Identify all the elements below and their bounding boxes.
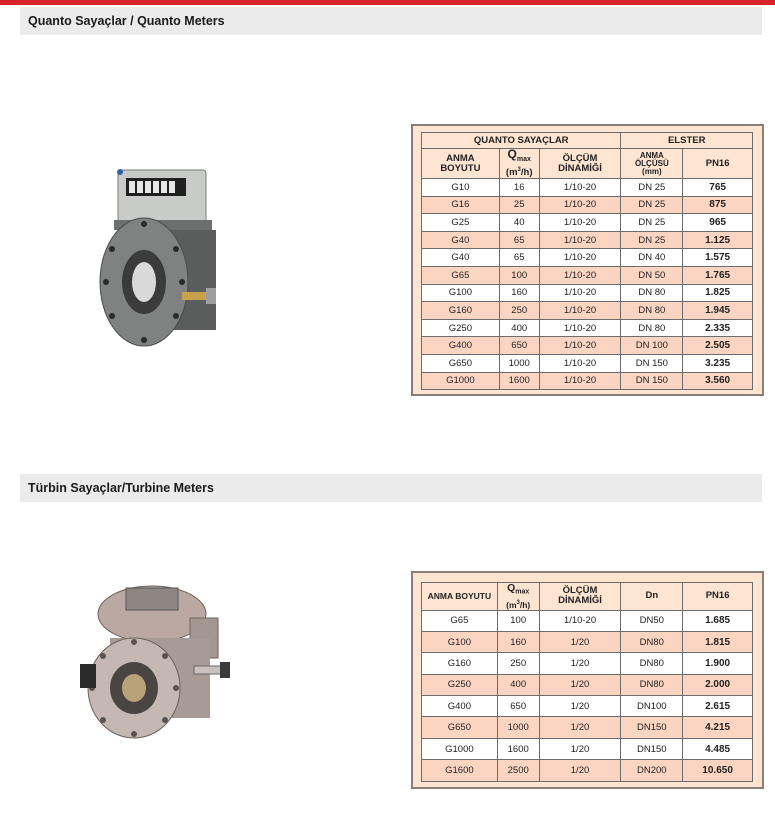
quanto-meter-photo: [96, 164, 231, 354]
turbine-section-title: Türbin Sayaçlar/Turbine Meters: [20, 474, 762, 502]
qmax-cell: 250: [499, 302, 539, 320]
dn-cell: DN200: [621, 760, 683, 781]
pn16-cell: 4.215: [683, 717, 753, 738]
olcum-cell: 1/20: [539, 717, 621, 738]
table-row: [422, 319, 753, 337]
quanto-table: [421, 132, 753, 390]
qmax-cell: 100: [497, 610, 539, 631]
pn16-cell: 765: [683, 179, 753, 197]
olcum-cell: 1/10-20: [539, 319, 621, 337]
qmax-cell: 65: [499, 231, 539, 249]
quanto-group-header: QUANTO SAYAÇLAR: [422, 133, 621, 149]
pn16-cell: 1.825: [683, 284, 753, 302]
olcum-cell: 1/10-20: [539, 337, 621, 355]
olcum-cell: 1/10-20: [539, 284, 621, 302]
table-row: [422, 231, 753, 249]
pn16-cell: 965: [683, 214, 753, 232]
table-row: [422, 214, 753, 232]
qmax-cell: 2500: [497, 760, 539, 781]
dn-cell: DN150: [621, 738, 683, 759]
dn-cell: DN 40: [621, 249, 683, 267]
table-row: [422, 179, 753, 197]
dn-cell: DN 25: [621, 231, 683, 249]
olcum-cell: 1/20: [539, 696, 621, 717]
table-row: [422, 674, 753, 695]
anma-cell: G650: [422, 717, 498, 738]
olcum-cell: 1/20: [539, 653, 621, 674]
qmax-cell: 650: [499, 337, 539, 355]
anma-olcusu-header: ANMA ÖLÇÜSÜ (mm): [621, 149, 683, 179]
pn16-cell: 1.815: [683, 631, 753, 652]
pn16-cell: 1.765: [683, 267, 753, 285]
table-row: [422, 267, 753, 285]
table-row: [422, 249, 753, 267]
anma-cell: G160: [422, 302, 500, 320]
table-row: [422, 354, 753, 372]
dn-cell: DN 25: [621, 179, 683, 197]
table-row: [422, 631, 753, 652]
turbine-meter-photo: [70, 578, 238, 746]
anma-cell: G1000: [422, 738, 498, 759]
qmax-header: $Q_{max}$ $(m^3/h)$: [499, 149, 539, 179]
table-row: [422, 302, 753, 320]
dn-cell: DN80: [621, 631, 683, 652]
qmax-cell: 40: [499, 214, 539, 232]
table-row: [422, 337, 753, 355]
qmax-cell: 400: [497, 674, 539, 695]
dn-cell: DN50: [621, 610, 683, 631]
olcum-cell: 1/10-20: [539, 302, 621, 320]
qmax-cell: 1600: [497, 738, 539, 759]
olcum-cell: 1/10-20: [539, 196, 621, 214]
qmax-cell: 100: [499, 267, 539, 285]
anma-cell: G25: [422, 214, 500, 232]
dn-cell: DN 150: [621, 372, 683, 390]
anma-cell: G160: [422, 653, 498, 674]
qmax-cell: 1000: [499, 354, 539, 372]
anma-cell: G65: [422, 267, 500, 285]
qmax-header: $Q_{max}$ $(m^3/h)$: [497, 583, 539, 611]
anma-cell: G100: [422, 284, 500, 302]
qmax-cell: 650: [497, 696, 539, 717]
qmax-cell: 1000: [497, 717, 539, 738]
pn16-cell: 2.505: [683, 337, 753, 355]
pn16-cell: 1.685: [683, 610, 753, 631]
pn16-cell: 2.335: [683, 319, 753, 337]
dn-cell: DN150: [621, 717, 683, 738]
quanto-section-title: Quanto Sayaçlar / Quanto Meters: [20, 7, 762, 35]
qmax-cell: 16: [499, 179, 539, 197]
elster-group-header: ELSTER: [621, 133, 753, 149]
anma-boyutu-header: ANMA BOYUTU: [422, 583, 498, 611]
dn-cell: DN 150: [621, 354, 683, 372]
dn-cell: DN 50: [621, 267, 683, 285]
qmax-cell: 65: [499, 249, 539, 267]
dn-cell: DN80: [621, 674, 683, 695]
pn16-cell: 2.615: [683, 696, 753, 717]
olcum-cell: 1/20: [539, 738, 621, 759]
anma-cell: G400: [422, 337, 500, 355]
dn-cell: DN 25: [621, 214, 683, 232]
olcum-cell: 1/10-20: [539, 354, 621, 372]
anma-cell: G40: [422, 231, 500, 249]
table-row: [422, 372, 753, 390]
pn16-cell: 3.560: [683, 372, 753, 390]
qmax-cell: 400: [499, 319, 539, 337]
table-row: [422, 696, 753, 717]
table-row: [422, 717, 753, 738]
pn16-header: PN16: [683, 149, 753, 179]
dn-cell: DN100: [621, 696, 683, 717]
anma-cell: G65: [422, 610, 498, 631]
pn16-cell: 1.575: [683, 249, 753, 267]
olcum-cell: 1/10-20: [539, 249, 621, 267]
olcum-cell: 1/20: [539, 760, 621, 781]
olcum-cell: 1/10-20: [539, 214, 621, 232]
turbine-table: [421, 582, 753, 782]
anma-cell: G40: [422, 249, 500, 267]
anma-cell: G400: [422, 696, 498, 717]
dn-cell: DN 25: [621, 196, 683, 214]
pn16-cell: 4.485: [683, 738, 753, 759]
qmax-cell: 1600: [499, 372, 539, 390]
dn-cell: DN 80: [621, 284, 683, 302]
dn-cell: DN 80: [621, 302, 683, 320]
olcum-cell: 1/20: [539, 674, 621, 695]
qmax-cell: 25: [499, 196, 539, 214]
table-row: [422, 653, 753, 674]
olcum-cell: 1/20: [539, 631, 621, 652]
pn16-cell: 3.235: [683, 354, 753, 372]
dn-cell: DN 80: [621, 319, 683, 337]
olcum-cell: 1/10-20: [539, 267, 621, 285]
top-accent-bar: [0, 0, 775, 5]
dn-header: Dn: [621, 583, 683, 611]
olcum-cell: 1/10-20: [539, 179, 621, 197]
table-row: [422, 738, 753, 759]
olcum-cell: 1/10-20: [539, 610, 621, 631]
olcum-cell: 1/10-20: [539, 231, 621, 249]
pn16-cell: 1.900: [683, 653, 753, 674]
olcum-dinamigi-header: ÖLÇÜM DİNAMİĞİ: [539, 583, 621, 611]
dn-cell: DN80: [621, 653, 683, 674]
anma-cell: G650: [422, 354, 500, 372]
anma-cell: G1600: [422, 760, 498, 781]
qmax-cell: 160: [497, 631, 539, 652]
qmax-cell: 250: [497, 653, 539, 674]
anma-cell: G250: [422, 674, 498, 695]
anma-cell: G100: [422, 631, 498, 652]
anma-cell: G16: [422, 196, 500, 214]
table-row: [422, 284, 753, 302]
olcum-cell: 1/10-20: [539, 372, 621, 390]
pn16-cell: 1.945: [683, 302, 753, 320]
table-row: [422, 760, 753, 781]
olcum-dinamigi-header: ÖLÇÜM DİNAMİĞİ: [539, 149, 621, 179]
table-row: [422, 196, 753, 214]
qmax-cell: 160: [499, 284, 539, 302]
pn16-cell: 2.000: [683, 674, 753, 695]
pn16-cell: 10.650: [683, 760, 753, 781]
table-row: [422, 610, 753, 631]
anma-cell: G1000: [422, 372, 500, 390]
dn-cell: DN 100: [621, 337, 683, 355]
pn16-cell: 1.125: [683, 231, 753, 249]
pn16-header: PN16: [683, 583, 753, 611]
anma-cell: G10: [422, 179, 500, 197]
anma-cell: G250: [422, 319, 500, 337]
anma-boyutu-header: ANMA BOYUTU: [422, 149, 500, 179]
pn16-cell: 875: [683, 196, 753, 214]
